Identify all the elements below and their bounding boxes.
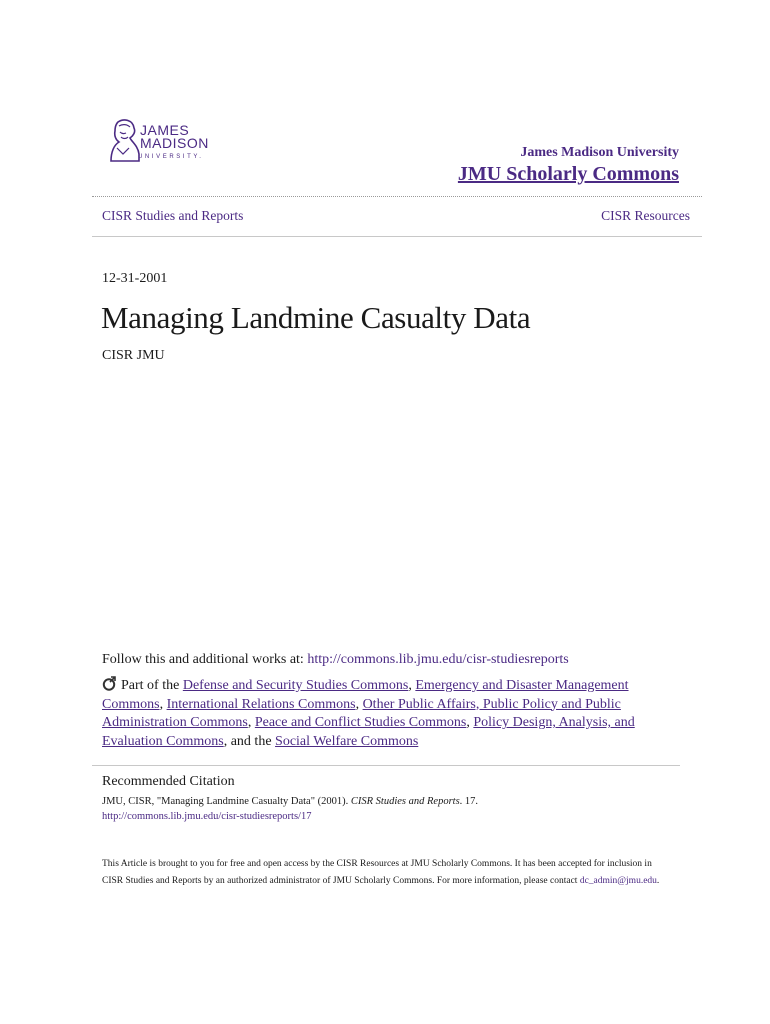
citation-text xyxy=(102,796,478,807)
separator: , xyxy=(466,715,474,731)
institution-name: James Madison University xyxy=(520,145,679,160)
nav-divider xyxy=(92,236,702,237)
citation-plain: JMU, CISR, "Managing Landmine Casualty Data" (2001). xyxy=(102,796,351,807)
discipline-link[interactable]: Social Welfare Commons xyxy=(275,733,419,749)
logo-line-2: MADISON xyxy=(140,135,209,151)
follow-line xyxy=(102,652,569,668)
follow-prefix: Follow this and additional works at: xyxy=(102,652,308,667)
jmu-logo[interactable] xyxy=(108,118,218,168)
community-link[interactable]: CISR Resources xyxy=(601,208,690,223)
article-author: CISR JMU xyxy=(102,348,165,363)
notice-text: This Article is brought to you for free and open access by the CISR Resources at JMU Scholarly Commons. It has been accepted for inclusion in CISR Studies and Reports by an authorized administrator of JMU Scholarly Commons. For more information, please contact xyxy=(102,859,652,886)
discipline-link[interactable]: Other Public Affairs, Public Policy and Public Administration Commons xyxy=(102,696,621,731)
discipline-link[interactable]: Defense and Security Studies Commons xyxy=(182,678,409,693)
citation-url-link[interactable]: http://commons.lib.jmu.edu/cisr-studiesreports/17 xyxy=(102,811,312,822)
madison-portrait-icon xyxy=(108,118,140,162)
collection-url-link[interactable]: http://commons.lib.jmu.edu/cisr-studiesreports xyxy=(307,652,569,667)
part-of-block xyxy=(102,675,662,751)
repository-link[interactable]: JMU Scholarly Commons xyxy=(457,163,679,185)
part-of-prefix: Part of the xyxy=(121,678,183,693)
citation-end: . 17. xyxy=(459,796,479,807)
discipline-link[interactable]: Policy Design, Analysis, and Evaluation Commons xyxy=(102,715,635,749)
discipline-link[interactable]: International Relations Commons xyxy=(166,696,356,712)
separator: , xyxy=(408,678,416,693)
access-notice xyxy=(102,856,662,889)
separator: , xyxy=(247,715,255,731)
discipline-link[interactable]: Emergency and Disaster Management Commons xyxy=(102,678,629,712)
logo-line-3: UNIVERSITY. xyxy=(138,154,204,160)
header-divider xyxy=(92,196,702,197)
citation-heading: Recommended Citation xyxy=(102,774,235,789)
separator-last: , and the xyxy=(223,733,276,749)
citation-series: CISR Studies and Reports xyxy=(350,796,460,807)
citation-divider xyxy=(92,765,680,766)
separator: , xyxy=(159,696,167,712)
series-link[interactable]: CISR Studies and Reports xyxy=(102,208,244,223)
article-title: Managing Landmine Casualty Data xyxy=(101,300,531,335)
contact-email-link[interactable]: dc_admin@jmu.edu xyxy=(579,875,657,886)
discipline-link[interactable]: Peace and Conflict Studies Commons xyxy=(254,715,467,731)
separator: , xyxy=(355,696,363,712)
publication-date: 12-31-2001 xyxy=(102,271,168,286)
open-access-icon xyxy=(102,675,118,691)
notice-end: . xyxy=(656,875,660,886)
logo-line-1: JAMES xyxy=(140,122,190,138)
